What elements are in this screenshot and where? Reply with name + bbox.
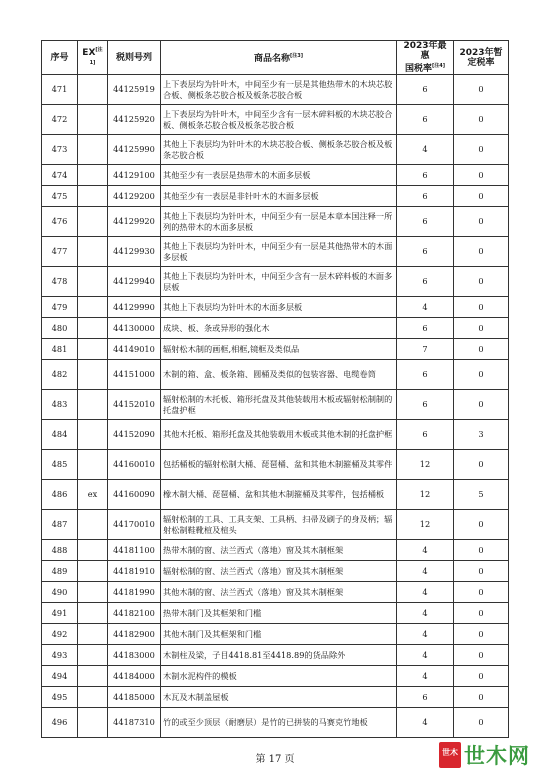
ex-cell <box>78 666 108 687</box>
tariff-code-cell: 44125990 <box>108 135 161 165</box>
ex-cell <box>78 390 108 420</box>
ex-cell: ex <box>78 480 108 510</box>
provisional-rate-cell: 0 <box>454 207 509 237</box>
ex-cell <box>78 561 108 582</box>
ex-cell <box>78 297 108 318</box>
provisional-rate-cell: 0 <box>454 186 509 207</box>
tariff-code-cell: 44160010 <box>108 450 161 480</box>
tariff-code-cell: 44129940 <box>108 267 161 297</box>
seq-cell: 478 <box>42 267 78 297</box>
product-name-cell: 竹的或至少顶层（耐磨层）是竹的已拼装的马赛克竹地板 <box>161 708 397 738</box>
ex-cell <box>78 624 108 645</box>
mfn-rate-cell: 4 <box>397 561 454 582</box>
tariff-code-cell: 44125919 <box>108 75 161 105</box>
mfn-rate-cell: 6 <box>397 318 454 339</box>
ex-cell <box>78 540 108 561</box>
mfn-rate-cell: 4 <box>397 540 454 561</box>
tariff-code-cell: 44187310 <box>108 708 161 738</box>
tariff-code-cell: 44130000 <box>108 318 161 339</box>
ex-cell <box>78 186 108 207</box>
product-name-cell: 其他上下表层均为针叶木的木块芯胶合板、侧板条芯胶合板及板条芯胶合板 <box>161 135 397 165</box>
product-name-cell: 其他木制门及其框架和门槛 <box>161 624 397 645</box>
tariff-code-cell: 44182100 <box>108 603 161 624</box>
seq-cell: 479 <box>42 297 78 318</box>
product-name-cell: 辐射松制的窗、法兰西式（落地）窗及其木制框架 <box>161 561 397 582</box>
table-row <box>42 420 509 450</box>
tariff-code-cell: 44181100 <box>108 540 161 561</box>
provisional-rate-cell: 0 <box>454 510 509 540</box>
seq-cell: 485 <box>42 450 78 480</box>
product-name-cell: 其他至少有一表层是非针叶木的木面多层板 <box>161 186 397 207</box>
ex-cell <box>78 603 108 624</box>
provisional-rate-cell: 0 <box>454 450 509 480</box>
mfn-rate-cell: 4 <box>397 582 454 603</box>
header-seq: 序号 <box>42 41 78 75</box>
table-row <box>42 480 509 510</box>
header-mfn-rate: 2023年最惠 国税率[注4] <box>397 41 454 75</box>
ex-cell <box>78 687 108 708</box>
ex-cell <box>78 75 108 105</box>
seq-cell: 481 <box>42 339 78 360</box>
ex-cell <box>78 360 108 390</box>
seq-cell: 471 <box>42 75 78 105</box>
tariff-code-cell: 44125920 <box>108 105 161 135</box>
ex-cell <box>78 267 108 297</box>
tariff-code-cell: 44185000 <box>108 687 161 708</box>
mfn-rate-cell: 4 <box>397 297 454 318</box>
page-number: 第 17 页 <box>255 754 295 765</box>
mfn-rate-cell: 6 <box>397 420 454 450</box>
ex-cell <box>78 420 108 450</box>
mfn-rate-cell: 6 <box>397 207 454 237</box>
tariff-code-cell: 44184000 <box>108 666 161 687</box>
seq-cell: 474 <box>42 165 78 186</box>
table-row <box>42 687 509 708</box>
product-name-cell: 其他上下表层均为针叶木，中间至少有一层是本章本国注释一所列的热带木的木面多层板 <box>161 207 397 237</box>
mfn-rate-cell: 6 <box>397 390 454 420</box>
tariff-code-cell: 44181990 <box>108 582 161 603</box>
product-name-cell: 其他上下表层均为针叶木的木面多层板 <box>161 297 397 318</box>
mfn-rate-cell: 6 <box>397 687 454 708</box>
product-name-cell: 热带木制门及其框架和门槛 <box>161 603 397 624</box>
table-body <box>42 75 509 738</box>
seq-cell: 486 <box>42 480 78 510</box>
provisional-rate-cell: 0 <box>454 237 509 267</box>
ex-cell <box>78 135 108 165</box>
product-name-cell: 成块、板、条或异形的强化木 <box>161 318 397 339</box>
provisional-rate-cell: 0 <box>454 666 509 687</box>
seq-cell: 496 <box>42 708 78 738</box>
mfn-rate-cell: 4 <box>397 603 454 624</box>
product-name-cell: 木制的箱、盒、板条箱、圆桶及类似的包装容器、电缆卷筒 <box>161 360 397 390</box>
product-name-cell: 木瓦及木制盖屋板 <box>161 687 397 708</box>
seq-cell: 490 <box>42 582 78 603</box>
provisional-rate-cell: 0 <box>454 390 509 420</box>
header-code: 税则号列 <box>108 41 161 75</box>
table-row <box>42 582 509 603</box>
ex-cell <box>78 237 108 267</box>
table-row <box>42 645 509 666</box>
product-name-cell: 其他至少有一表层是热带木的木面多层板 <box>161 165 397 186</box>
table-row <box>42 510 509 540</box>
ex-cell <box>78 708 108 738</box>
seq-cell: 477 <box>42 237 78 267</box>
table-row <box>42 105 509 135</box>
table-row <box>42 318 509 339</box>
tariff-code-cell: 44152090 <box>108 420 161 450</box>
table-row <box>42 207 509 237</box>
ex-cell <box>78 318 108 339</box>
table-row <box>42 186 509 207</box>
mfn-rate-cell: 6 <box>397 267 454 297</box>
provisional-rate-cell: 0 <box>454 624 509 645</box>
mfn-rate-cell: 4 <box>397 708 454 738</box>
table-row <box>42 75 509 105</box>
seq-cell: 491 <box>42 603 78 624</box>
mfn-rate-cell: 6 <box>397 75 454 105</box>
ex-cell <box>78 645 108 666</box>
seq-cell: 473 <box>42 135 78 165</box>
ex-cell <box>78 450 108 480</box>
tariff-code-cell: 44170010 <box>108 510 161 540</box>
provisional-rate-cell: 0 <box>454 105 509 135</box>
product-name-cell: 辐射松木制的画框,相框,镜框及类似品 <box>161 339 397 360</box>
table-row <box>42 561 509 582</box>
product-name-cell: 其他木托板、箱形托盘及其他装载用木板或其他木制的托盘护框 <box>161 420 397 450</box>
header-provisional-rate: 2023年暂 定税率 <box>454 41 509 75</box>
provisional-rate-cell: 0 <box>454 135 509 165</box>
mfn-rate-cell: 4 <box>397 666 454 687</box>
tariff-code-cell: 44151000 <box>108 360 161 390</box>
tariff-code-cell: 44129990 <box>108 297 161 318</box>
seq-cell: 480 <box>42 318 78 339</box>
mfn-rate-cell: 4 <box>397 135 454 165</box>
tariff-code-cell: 44149010 <box>108 339 161 360</box>
table-row <box>42 666 509 687</box>
product-name-cell: 其他上下表层均为针叶木，中间至少含有一层木碎料板的木面多层板 <box>161 267 397 297</box>
tariff-code-cell: 44129920 <box>108 207 161 237</box>
table-row <box>42 135 509 165</box>
logo-badge: 世木 <box>439 742 461 768</box>
seq-cell: 493 <box>42 645 78 666</box>
tariff-code-cell: 44182900 <box>108 624 161 645</box>
ex-cell <box>78 582 108 603</box>
provisional-rate-cell: 0 <box>454 267 509 297</box>
product-name-cell: 木制水泥构件的模板 <box>161 666 397 687</box>
provisional-rate-cell: 0 <box>454 687 509 708</box>
product-name-cell: 橡木制大桶、琵琶桶、盆和其他木制箍桶及其零件，包括桶板 <box>161 480 397 510</box>
tariff-code-cell: 44129100 <box>108 165 161 186</box>
mfn-rate-cell: 12 <box>397 510 454 540</box>
table-row <box>42 360 509 390</box>
seq-cell: 488 <box>42 540 78 561</box>
product-name-cell: 木制柱及梁，子目4418.81至4418.89的货品除外 <box>161 645 397 666</box>
provisional-rate-cell: 0 <box>454 540 509 561</box>
provisional-rate-cell: 3 <box>454 420 509 450</box>
mfn-rate-cell: 12 <box>397 450 454 480</box>
table-row <box>42 267 509 297</box>
product-name-cell: 辐射松制的木托板、箱形托盘及其他装载用木板或辐射松制制的托盘护框 <box>161 390 397 420</box>
ex-cell <box>78 510 108 540</box>
tariff-code-cell: 44160090 <box>108 480 161 510</box>
ex-cell <box>78 105 108 135</box>
seq-cell: 484 <box>42 420 78 450</box>
seq-cell: 482 <box>42 360 78 390</box>
provisional-rate-cell: 0 <box>454 561 509 582</box>
table-row <box>42 165 509 186</box>
mfn-rate-cell: 12 <box>397 480 454 510</box>
table-row <box>42 390 509 420</box>
tariff-code-cell: 44129930 <box>108 237 161 267</box>
seq-cell: 475 <box>42 186 78 207</box>
provisional-rate-cell: 0 <box>454 297 509 318</box>
table-row <box>42 339 509 360</box>
table-row <box>42 540 509 561</box>
tariff-table <box>41 40 509 738</box>
header-ex: EX[注1] <box>78 41 108 75</box>
product-name-cell: 包括桶板的辐射松制大桶、琵琶桶、盆和其他木制箍桶及其零件 <box>161 450 397 480</box>
header-name: 商品名称[注3] <box>161 41 397 75</box>
seq-cell: 476 <box>42 207 78 237</box>
table-row <box>42 237 509 267</box>
product-name-cell: 辐射松制的工具、工具支架、工具柄、扫帚及刷子的身及柄；辐射松制鞋靴楦及楦头 <box>161 510 397 540</box>
table-row <box>42 708 509 738</box>
ex-cell <box>78 207 108 237</box>
provisional-rate-cell: 0 <box>454 360 509 390</box>
seq-cell: 494 <box>42 666 78 687</box>
ex-cell <box>78 165 108 186</box>
mfn-rate-cell: 7 <box>397 339 454 360</box>
provisional-rate-cell: 5 <box>454 480 509 510</box>
seq-cell: 472 <box>42 105 78 135</box>
tariff-code-cell: 44181910 <box>108 561 161 582</box>
seq-cell: 492 <box>42 624 78 645</box>
mfn-rate-cell: 6 <box>397 105 454 135</box>
seq-cell: 495 <box>42 687 78 708</box>
product-name-cell: 上下表层均为针叶木，中间至少含有一层木碎料板的木块芯胶合板、侧板条芯胶合板及板条芯胶合板 <box>161 105 397 135</box>
tariff-code-cell: 44129200 <box>108 186 161 207</box>
product-name-cell: 上下表层均为针叶木，中间至少有一层是其他热带木的木块芯胶合板、侧板条芯胶合板及板条芯胶合板 <box>161 75 397 105</box>
seq-cell: 487 <box>42 510 78 540</box>
seq-cell: 489 <box>42 561 78 582</box>
mfn-rate-cell: 6 <box>397 237 454 267</box>
provisional-rate-cell: 0 <box>454 339 509 360</box>
table-row <box>42 450 509 480</box>
provisional-rate-cell: 0 <box>454 582 509 603</box>
table-row <box>42 297 509 318</box>
seq-cell: 483 <box>42 390 78 420</box>
logo-text: 世木网 <box>464 744 530 768</box>
tariff-code-cell: 44152010 <box>108 390 161 420</box>
product-name-cell: 其他上下表层均为针叶木，中间至少有一层是其他热带木的木面多层板 <box>161 237 397 267</box>
provisional-rate-cell: 0 <box>454 165 509 186</box>
table-row <box>42 603 509 624</box>
product-name-cell: 热带木制的窗、法兰西式（落地）窗及其木制框架 <box>161 540 397 561</box>
provisional-rate-cell: 0 <box>454 318 509 339</box>
mfn-rate-cell: 4 <box>397 645 454 666</box>
provisional-rate-cell: 0 <box>454 75 509 105</box>
product-name-cell: 其他木制的窗、法兰西式（落地）窗及其木制框架 <box>161 582 397 603</box>
mfn-rate-cell: 6 <box>397 360 454 390</box>
tariff-code-cell: 44183000 <box>108 645 161 666</box>
provisional-rate-cell: 0 <box>454 708 509 738</box>
provisional-rate-cell: 0 <box>454 603 509 624</box>
header-row <box>42 41 509 75</box>
mfn-rate-cell: 6 <box>397 165 454 186</box>
table-row <box>42 624 509 645</box>
mfn-rate-cell: 6 <box>397 186 454 207</box>
mfn-rate-cell: 4 <box>397 624 454 645</box>
ex-cell <box>78 339 108 360</box>
provisional-rate-cell: 0 <box>454 645 509 666</box>
site-watermark-logo <box>439 742 547 772</box>
